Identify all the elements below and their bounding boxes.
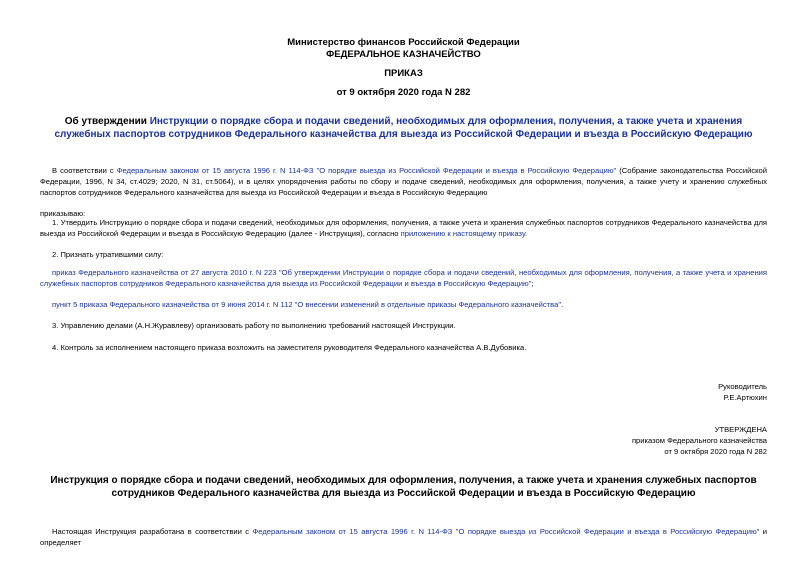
instruction-intro-law-link[interactable]: Федеральным законом от 15 августа 1996 г. N 114-ФЗ "О порядке выезда из Российской Федерации и въезда в Российскую Федерацию": [252, 527, 760, 536]
treasury-name: ФЕДЕРАЛЬНОЕ КАЗНАЧЕЙСТВО: [326, 49, 481, 60]
ministry-name: Министерство финансов Российской Федерации: [287, 37, 520, 48]
order-word: приказываю:: [40, 209, 86, 218]
signature-name: Р.Е.Артюхин: [723, 393, 767, 402]
signature-role: Руководитель: [718, 382, 767, 391]
preamble-law-link[interactable]: Федеральным законом от 15 августа 1996 г. N 114-ФЗ "О порядке выезда из Российской Федерации и въезда в Российскую Федерацию": [116, 166, 617, 175]
item-1: [40, 218, 767, 240]
order-title-prefix: Об утверждении: [64, 116, 150, 127]
item-1-text: 1. Утвердить Инструкцию о порядке сбора и подачи сведений, необходимых для оформления, получения, а также учета и хранения служебных паспортов сотрудников Федерального казначейства для выезда из Российской Федерации и въезда в Российскую Федерацию (далее - Инструкция), согласно: [40, 218, 767, 238]
order-title-link[interactable]: Инструкции о порядке сбора и подачи сведений, необходимых для оформления, получения, а также учета и хранения служебных паспортов сотрудников Федерального казначейства для выезда из Российской Федерации и въезда в Российскую Федерацию: [54, 116, 753, 140]
item-3: 3. Управлению делами (А.Н.Журавлеву) организовать работу по выполнению требований настоящей Инструкции.: [52, 321, 456, 330]
order-title: [40, 115, 767, 141]
item-1-appendix-link[interactable]: приложению к настоящему приказу: [400, 228, 525, 238]
item-1-end: .: [525, 228, 528, 238]
item-2b-link[interactable]: пункт 5 приказа Федерального казначейства от 9 июня 2014 г. N 112 "О внесении изменений в отдельные приказы Федерального казначейства": [52, 300, 562, 309]
preamble-text-2: (Собрание законодательства Российской Федерации, 1996, N 34, ст.4029; 2020, N 31, ст.5064), и в целях упорядочения работы по сбору и подаче сведений, необходимых для оформления, получения, а также учету и хранению служебных паспортов сотрудников Федерального казначейства для выезда из Российской Федерации и въезда в Российскую Федерацию: [40, 166, 767, 197]
approved-line-2: от 9 октября 2020 года N 282: [664, 447, 767, 456]
item-2a: [40, 268, 767, 290]
item-2b-end: .: [561, 300, 564, 309]
instruction-title: Инструкция о порядке сбора и подачи сведений, необходимых для оформления, получения, а также учета и хранения служебных паспортов сотрудников Федерального казначейства для выезда из Российской Федерации и въезда в Российскую Федерацию: [50, 475, 757, 499]
item-2b: [40, 300, 767, 311]
approved-label: УТВЕРЖДЕНА: [714, 425, 767, 434]
instruction-intro: [40, 527, 767, 549]
item-2a-end: ;: [531, 278, 534, 288]
item-4: 4. Контроль за исполнением настоящего приказа возложить на заместителя руководителя Федерального казначейства А.В.Дубовика.: [52, 343, 527, 352]
doc-date-number: от 9 октября 2020 года N 282: [336, 87, 471, 98]
instruction-intro-text-2: и определяет: [40, 527, 767, 547]
instruction-intro-text-1: Настоящая Инструкция разработана в соответствии с: [52, 527, 253, 536]
preamble-text-1: В соответствии с: [52, 166, 117, 175]
approved-line-1: приказом Федерального казначейства: [631, 436, 767, 445]
doc-type: ПРИКАЗ: [384, 68, 423, 79]
preamble: [40, 166, 767, 198]
item-2a-link[interactable]: приказ Федерального казначейства от 27 августа 2010 г. N 223 "Об утверждении Инструкции о порядке сбора и подачи сведений, необходимых для оформления, получения, а также учета и хранения служебных паспортов сотрудников Федерального казначейства для выезда из Российской Федерации и въезда в Российскую Федерацию": [40, 268, 767, 288]
item-2: 2. Признать утратившими силу:: [52, 250, 164, 259]
